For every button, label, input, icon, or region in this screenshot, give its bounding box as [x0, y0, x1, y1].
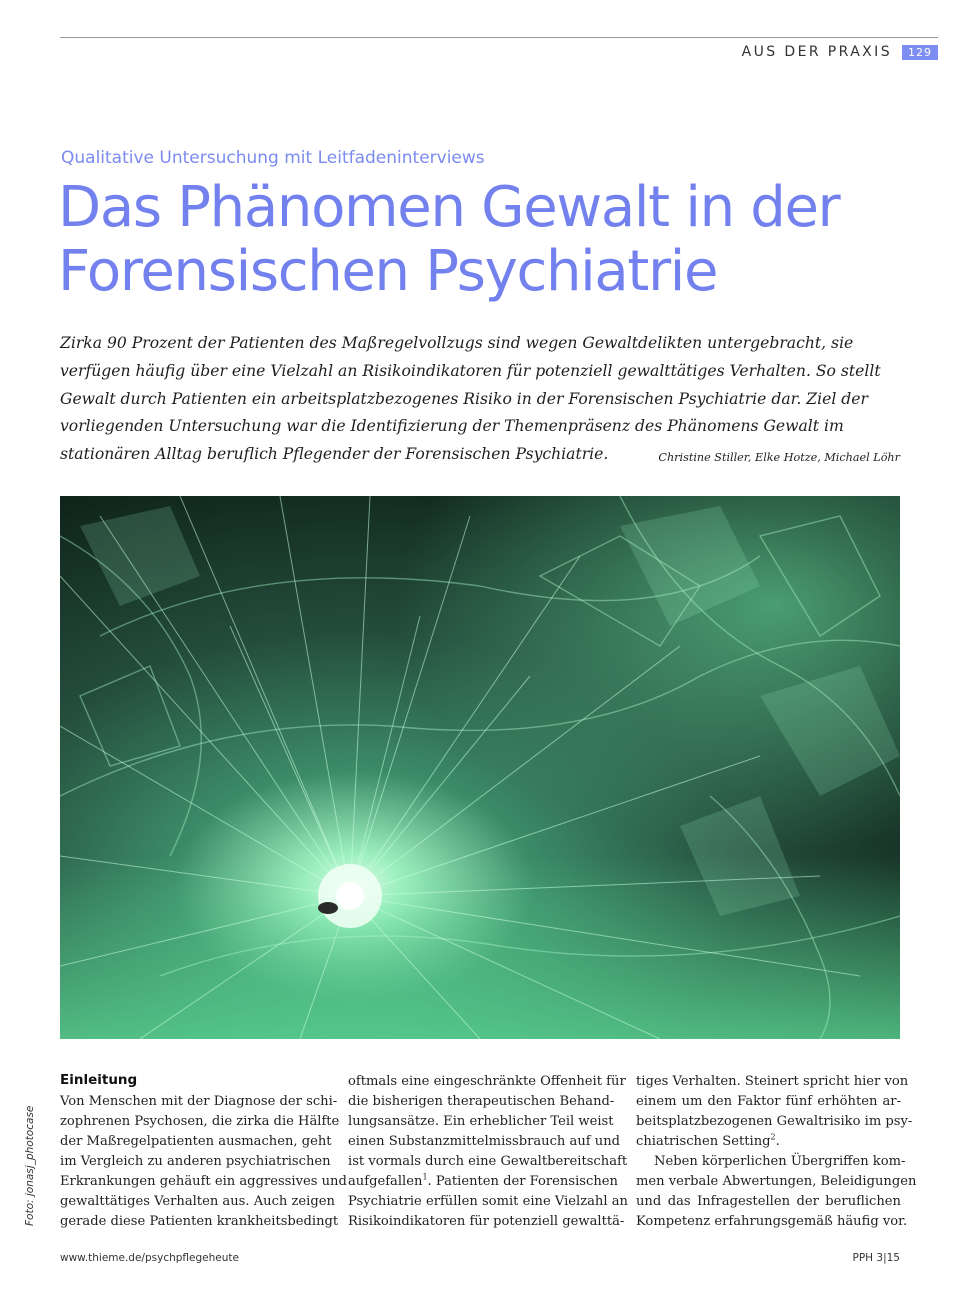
body-line: Kompetenz erfahrungsgemäß häufig vor.	[636, 1214, 908, 1229]
body-line: und das Infragestellen der beruflichen	[636, 1194, 901, 1209]
body-line: gerade diese Patienten krankheitsbedingt	[60, 1214, 339, 1229]
lead-line: vorliegenden Untersuchung war die Identifizierung der Themenpräsenz des Phänomens Gewalt im	[60, 417, 844, 436]
body-column-1	[60, 1072, 347, 1232]
body-text: aufgefallen	[348, 1174, 423, 1189]
body-line: im Vergleich zu anderen psychiatrischen	[60, 1154, 331, 1169]
article-authors: Christine Stiller, Elke Hotze, Michael Löhr	[658, 451, 900, 465]
body-line: beitsplatzbezogenen Gewaltrisiko im psy-	[636, 1114, 913, 1129]
body-line: Von Menschen mit der Diagnose der schi-	[60, 1094, 338, 1109]
footer-url: www.thieme.de/psychpflegeheute	[60, 1252, 239, 1264]
lead-line: stationären Alltag beruflich Pflegender der Forensischen Psychiatrie.	[60, 445, 609, 464]
body-line: Risikoindikatoren für potenziell gewalttä-	[348, 1214, 625, 1229]
body-line: lungsansätze. Ein erheblicher Teil weist	[348, 1114, 614, 1129]
body-line: tiges Verhalten. Steinert spricht hier von	[636, 1074, 909, 1089]
article-kicker: Qualitative Untersuchung mit Leitfadeninterviews	[61, 148, 485, 168]
body-column-3	[636, 1072, 917, 1232]
lead-line: verfügen häufig über eine Vielzahl an Risikoindikatoren für potenziell gewalttätiges Verhalten. So stellt	[60, 361, 881, 380]
body-line	[348, 1172, 618, 1192]
body-line	[636, 1132, 901, 1152]
body-column-2	[348, 1072, 628, 1232]
section-heading: Einleitung	[60, 1072, 138, 1088]
body-line: Neben körperlichen Übergriffen kom-	[654, 1154, 906, 1169]
body-line: der Maßregelpatienten ausmachen, geht	[60, 1134, 332, 1149]
body-line: einem um den Faktor fünf erhöhten ar-	[636, 1094, 901, 1109]
body-text: chiatrischen Setting	[636, 1134, 771, 1149]
section-label: AUS DER PRAXIS	[741, 44, 892, 60]
lead-line: Zirka 90 Prozent der Patienten des Maßregelvollzugs sind wegen Gewaltdelikten untergebracht, sie	[60, 334, 854, 352]
body-line: Psychiatrie erfüllen somit eine Vielzahl an	[348, 1194, 628, 1209]
body-line: oftmals eine eingeschränkte Offenheit für	[348, 1074, 626, 1089]
photo-credit: Foto: jonasj_photocase	[24, 1105, 36, 1226]
article-lead	[60, 330, 900, 472]
title-line-2: Forensischen Psychiatrie	[58, 239, 718, 304]
footer-issue: PPH 3|15	[852, 1252, 900, 1264]
lead-line: Gewalt durch Patienten ein arbeitsplatzbezogenes Risiko in der Forensischen Psychiatrie dar. Ziel der	[60, 389, 868, 408]
body-line: einen Substanzmittelmissbrauch auf und	[348, 1134, 621, 1149]
page-number-badge: 129	[902, 45, 938, 60]
footnote-ref: 1	[422, 1172, 428, 1182]
body-line: ist vormals durch eine Gewaltbereitschaft	[348, 1154, 628, 1169]
title-line-1: Das Phänomen Gewalt in der	[58, 175, 840, 240]
broken-glass-photo	[60, 496, 900, 1039]
article-title	[58, 176, 938, 304]
body-line: Erkrankungen gehäuft ein aggressives und	[60, 1174, 347, 1189]
body-line: men verbale Abwertungen, Beleidigungen	[636, 1174, 917, 1189]
body-line: zophrenen Psychosen, die zirka die Hälfte	[60, 1114, 340, 1129]
footnote-ref: 2	[770, 1132, 776, 1142]
body-text: .	[775, 1134, 780, 1149]
body-line: gewalttätiges Verhalten aus. Auch zeigen	[60, 1194, 335, 1209]
body-text: . Patienten der Forensischen	[427, 1174, 618, 1189]
header-rule	[60, 37, 938, 38]
body-line: die bisherigen therapeutischen Behand-	[348, 1094, 615, 1109]
